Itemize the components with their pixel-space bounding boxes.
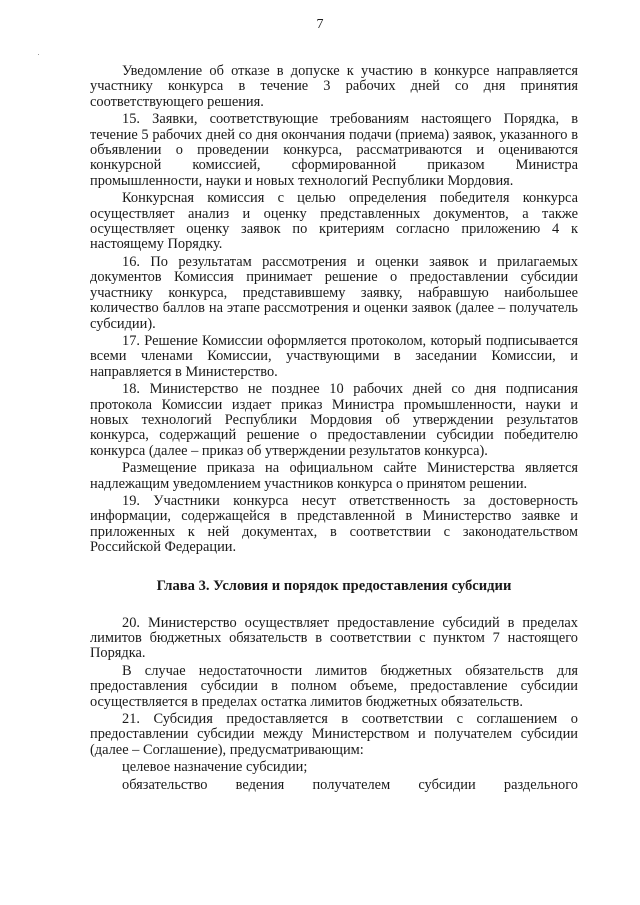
- paragraph-item-17: 17. Решение Комиссии оформляется протоколом, который подписывается всеми членами Комиссии, участвующими в заседании Комиссии, и направляется в Министерство.: [90, 332, 578, 380]
- paragraph-item-16: 16. По результатам рассмотрения и оценки заявок и прилагаемых документов Комиссия принимает решение о предоставлении субсидии участнику конкурса, представившему заявку, набравшую наибольшее количество баллов на этапе рассмотрения и оценки заявок (далее – получатель субсидии).: [90, 253, 578, 332]
- document-body: [90, 64, 578, 795]
- paragraph-item-18: 18. Министерство не позднее 10 рабочих дней со дня подписания протокола Комиссии издает приказ Министра промышленности, науки и новых технологий Республики Мордовия об утверждении результатов конкурса, содержащий решение о предоставлении субсидии победителю конкурса (далее – приказ об утверждении результатов конкурса).: [90, 381, 578, 459]
- list-item: целевое назначение субсидии;: [122, 759, 308, 776]
- paragraph-item-19: 19. Участники конкурса несут ответственность за достоверность информации, содержащейся в представленной в Министерство заявке и приложенных к ней документах, в соответствии с законодательством Российской Федерации.: [90, 492, 578, 556]
- chapter-heading: Глава 3. Условия и порядок предоставления субсидии: [156, 577, 512, 594]
- paragraph-item-20: 20. Министерство осуществляет предоставление субсидий в пределах лимитов бюджетных обязательств в соответствии с пунктом 7 настоящего Порядка.: [90, 614, 578, 662]
- paragraph: Уведомление об отказе в допуске к участию в конкурсе направляется участнику конкурса в течение 3 рабочих дней со дня принятия соответствующего решения.: [90, 63, 578, 110]
- paragraph: Размещение приказа на официальном сайте Министерства является надлежащим уведомлением участников конкурса о принятом решении.: [90, 460, 578, 492]
- paragraph-item-15: 15. Заявки, соответствующие требованиям настоящего Порядка, в течение 5 рабочих дней со дня окончания подачи (приема) заявок, указанного в объявлении о проведении конкурса, рассматриваются и оцениваются конкурсной комиссией, сформированной приказом Министра промышленности, науки и новых технологий Республики Мордовия.: [90, 111, 578, 189]
- paragraph: Конкурсная комиссия с целью определения победителя конкурса осуществляет анализ и оценку представленных документов, а также осуществляет оценку заявок по критериям согласно приложению 4 к настоящему Порядку.: [90, 190, 578, 253]
- paragraph-item-21: 21. Субсидия предоставляется в соответствии с соглашением о предоставлении субсидии между Министерством и получателем субсидии (далее – Соглашение), предусматривающим:: [90, 711, 578, 758]
- margin-mark: [38, 54, 39, 55]
- page-number: 7: [316, 17, 324, 32]
- paragraph: В случае недостаточности лимитов бюджетных обязательств для предоставления субсидии в полном объеме, предоставление субсидии осуществляется в пределах остатка лимитов бюджетных обязательств.: [90, 662, 578, 710]
- list-item: обязательство ведения получателем субсидии раздельного: [122, 776, 578, 793]
